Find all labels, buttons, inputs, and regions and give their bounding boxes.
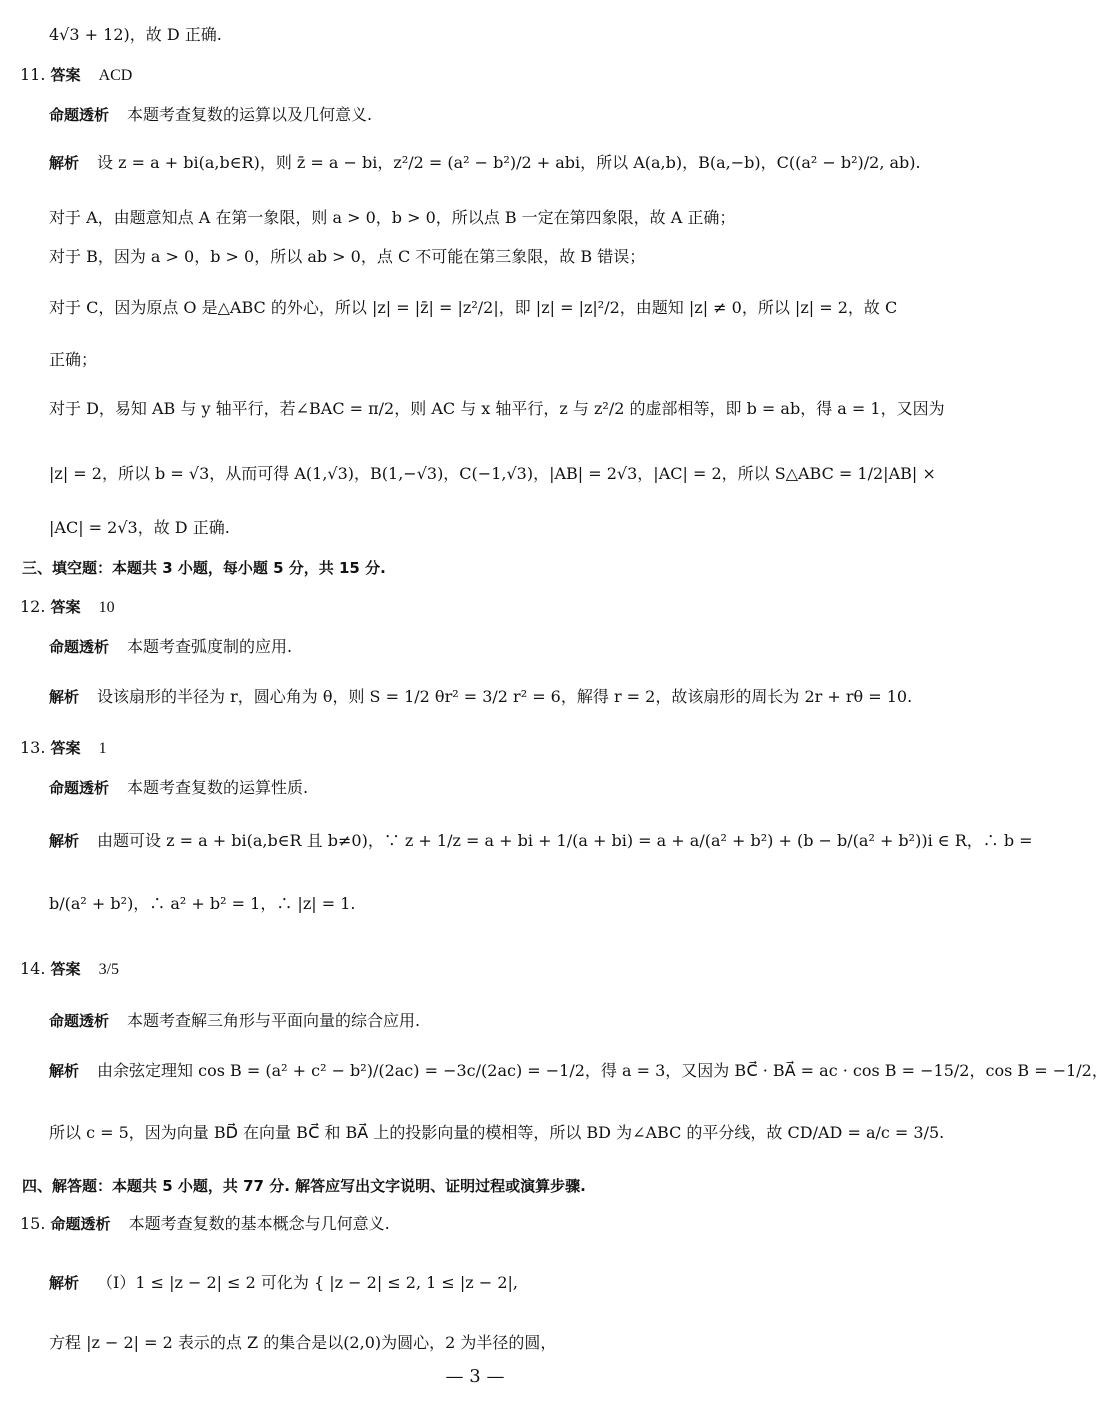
solution-line: 解析 由题可设 z = a + bi(a,b∈R 且 b≠0)，∵ z + 1/z = a + bi + 1/(a + bi) = a + a/(a² + b²) + (b − b/(a² + b²))i ∈ R，∴ b = [49,831,1033,850]
text-line: 对于 A，由题意知点 A 在第一象限，则 a > 0，b > 0，所以点 B 一定在第四象限，故 A 正确； [49,208,736,227]
text-line: 正确； [49,350,98,369]
text-line: b/(a² + b²)，∴ a² + b² = 1，∴ |z| = 1. [49,894,356,913]
analysis-line: 命题透析 本题考查复数的运算以及几何意义. [49,105,373,124]
analysis-line-q15: 15. 命题透析 本题考查复数的基本概念与几何意义. [20,1214,390,1233]
text-line: |z| = 2，所以 b = √3，从而可得 A(1,√3)，B(1,−√3)，C(−1,√3)，|AB| = 2√3，|AC| = 2，所以 S△ABC = 1/2|AB| × [49,464,936,483]
solution-line: 解析 设 z = a + bi(a,b∈R)，则 z̄ = a − bi，z²/2 = (a² − b²)/2 + abi，所以 A(a,b)，B(a,−b)，C((a² − b²)/2, ab). [49,153,921,172]
analysis-line: 命题透析 本题考查解三角形与平面向量的综合应用. [49,1011,421,1030]
page-number: — 3 — [445,1366,505,1387]
answer-line-q14: 14. 答案 3/5 [20,959,120,978]
text-line: 方程 |z − 2| = 2 表示的点 Z 的集合是以(2,0)为圆心，2 为半径的圆， [49,1333,557,1352]
section-heading-4: 四、解答题：本题共 5 小题，共 77 分. 解答应写出文字说明、证明过程或演算步骤. [22,1177,586,1195]
answer-line-q13: 13. 答案 1 [20,738,107,757]
answer-line-q12: 12. 答案 10 [20,597,115,616]
text-line: 4√3 + 12)，故 D 正确. [49,25,222,44]
section-heading-3: 三、填空题：本题共 3 小题，每小题 5 分，共 15 分. [22,559,386,577]
solution-line: 解析 （Ⅰ）1 ≤ |z − 2| ≤ 2 可化为 { |z − 2| ≤ 2, 1 ≤ |z − 2|, [49,1273,518,1292]
text-line: 对于 B，因为 a > 0，b > 0，所以 ab > 0，点 C 不可能在第三象限，故 B 错误； [49,247,646,266]
answer-line-q11: 11. 答案 ACD [20,65,133,84]
text-line: |AC| = 2√3，故 D 正确. [49,518,230,537]
analysis-line: 命题透析 本题考查弧度制的应用. [49,637,293,656]
text-line: 所以 c = 5，因为向量 BD⃗ 在向量 BC⃗ 和 BA⃗ 上的投影向量的模相等，所以 BD 为∠ABC 的平分线，故 CD/AD = a/c = 3/5. [49,1123,945,1142]
solution-line: 解析 由余弦定理知 cos B = (a² + c² − b²)/(2ac) = −3c/(2ac) = −1/2，得 a = 3，又因为 BC⃗ · BA⃗ = ac · cos B = −15/2，cos B = −1/2， [49,1061,1108,1080]
analysis-line: 命题透析 本题考查复数的运算性质. [49,778,309,797]
solution-line: 解析 设该扇形的半径为 r，圆心角为 θ，则 S = 1/2 θr² = 3/2 r² = 6，解得 r = 2，故该扇形的周长为 2r + rθ = 10. [49,687,913,706]
text-line: 对于 D，易知 AB 与 y 轴平行，若∠BAC = π/2，则 AC 与 x 轴平行，z 与 z²/2 的虚部相等，即 b = ab，得 a = 1，又因为 [49,399,945,418]
text-line: 对于 C，因为原点 O 是△ABC 的外心，所以 |z| = |z̄| = |z²/2|，即 |z| = |z|²/2，由题知 |z| ≠ 0，所以 |z| = 2，故 C [49,298,898,317]
